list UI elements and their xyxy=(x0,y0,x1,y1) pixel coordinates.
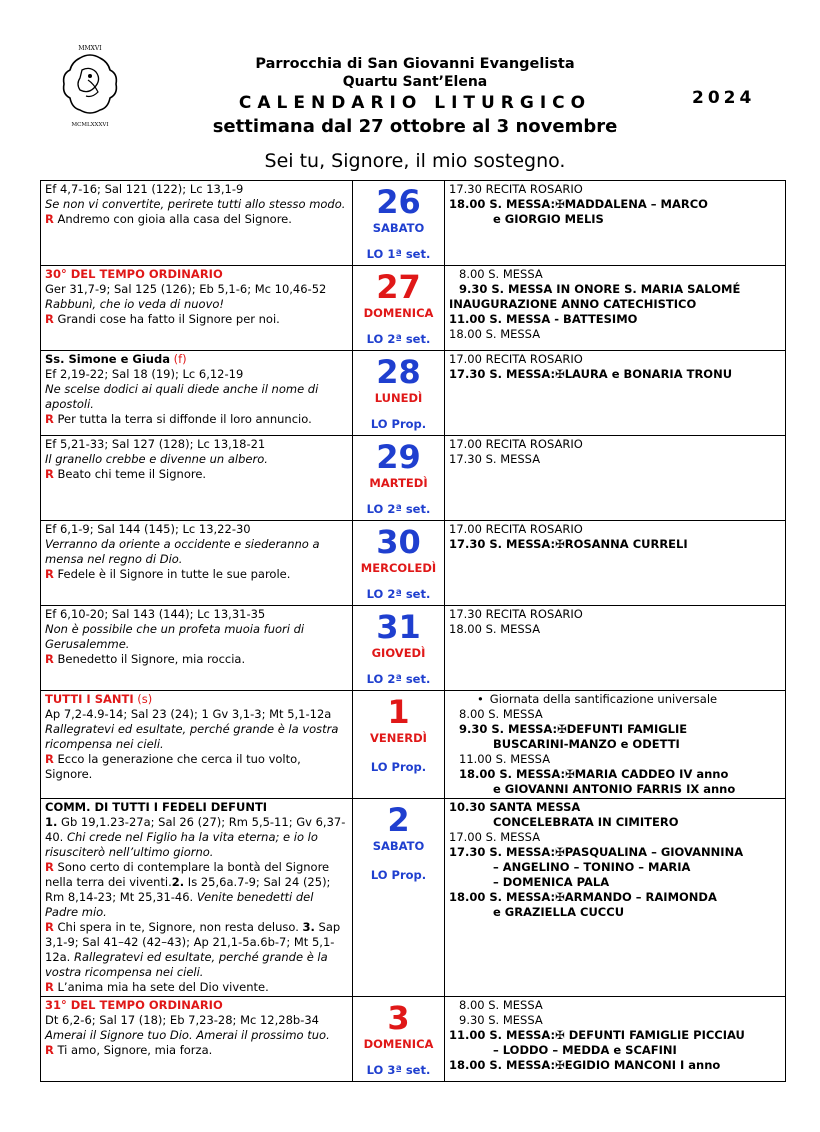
week-range: settimana dal 27 ottobre al 3 novembre xyxy=(212,116,618,137)
response-text: Grandi cose ha fatto il Signore per noi. xyxy=(57,312,280,326)
response xyxy=(45,467,348,482)
day-number: 27 xyxy=(376,268,421,306)
event: 11.00 S. MESSA:✠ DEFUNTI FAMIGLIE PICCIAU xyxy=(449,1028,745,1042)
r-label: R xyxy=(45,567,54,581)
event: 18.00 S. MESSA:✠MARIA CADDEO IV anno xyxy=(459,767,729,781)
event: e GIOVANNI ANTONIO FARRIS IX anno xyxy=(493,782,736,796)
feast-title: COMM. DI TUTTI I FEDELI DEFUNTI xyxy=(45,800,268,814)
response xyxy=(45,652,348,667)
events-cell xyxy=(445,799,786,997)
day-number: 1 xyxy=(387,693,410,731)
liturgical-calendar-table xyxy=(40,180,786,1082)
readings-cell xyxy=(41,266,353,351)
day-name: SABATO xyxy=(372,839,425,853)
event: 17.00 S. MESSA xyxy=(449,830,541,844)
event: 17.30 RECITA ROSARIO xyxy=(449,182,583,196)
response-text: Beato chi teme il Signore. xyxy=(57,467,207,481)
table-row xyxy=(41,521,786,606)
calendar-title: CALENDARIO LITURGICO xyxy=(238,93,592,113)
response-text: L’anima mia ha sete del Dio vivente. xyxy=(57,980,269,994)
day-name: LUNEDÌ xyxy=(374,391,423,405)
event: 17.30 S. MESSA:✠PASQUALINA – GIOVANNINA xyxy=(449,845,744,859)
r-label: R xyxy=(45,652,54,666)
day-name: GIOVEDÌ xyxy=(371,646,426,660)
response-text: Fedele è il Signore in tutte le sue parole. xyxy=(57,567,291,581)
event: BUSCARINI-MANZO e ODETTI xyxy=(493,737,680,751)
antiphon: Venite benedetti del Padre mio. xyxy=(45,890,314,919)
events-cell xyxy=(445,181,786,266)
response xyxy=(45,412,348,427)
r-label: R xyxy=(45,752,54,766)
response xyxy=(45,752,348,782)
event: 8.00 S. MESSA xyxy=(459,707,543,721)
logo-bottom-text: MCMLXXXVI xyxy=(71,122,109,128)
response-text: Sono certo di contemplare la bontà del Signore nella terra dei viventi. xyxy=(45,860,330,889)
event: 17.30 S. MESSA:✠ROSANNA CURRELI xyxy=(449,537,688,551)
day-number: 30 xyxy=(376,523,421,561)
date-cell xyxy=(353,799,445,997)
antiphon: Rabbunì, che io veda di nuovo! xyxy=(45,297,225,311)
event: 18.00 S. MESSA:✠MADDALENA – MARCO xyxy=(449,197,708,211)
day-number: 3 xyxy=(387,999,410,1037)
event: 17.30 S. MESSA xyxy=(449,452,541,466)
option-number: 1. xyxy=(45,815,58,829)
event: CONCELEBRATA IN CIMITERO xyxy=(493,815,679,829)
year: 2024 xyxy=(692,88,756,108)
event: 9.30 S. MESSA xyxy=(459,1013,543,1027)
day-name: SABATO xyxy=(372,221,425,235)
response-text: Andremo con gioia alla casa del Signore. xyxy=(57,212,292,226)
response xyxy=(45,1043,348,1058)
readings-cell xyxy=(41,997,353,1082)
event: 17.00 RECITA ROSARIO xyxy=(449,437,583,451)
r-label: R xyxy=(45,1043,54,1057)
event: 17.30 RECITA ROSARIO xyxy=(449,607,583,621)
liturgy-of-hours: LO Prop. xyxy=(370,417,427,431)
readings: Ef 5,21-33; Sal 127 (128); Lc 13,18-21 xyxy=(45,437,266,451)
response xyxy=(45,212,348,227)
antiphon: Se non vi convertite, perirete tutti allo stesso modo. xyxy=(45,197,346,211)
event: 17.00 RECITA ROSARIO xyxy=(449,352,583,366)
feast-title: TUTTI I SANTI xyxy=(45,692,134,706)
event: 18.00 S. MESSA xyxy=(449,622,541,636)
event: 11.00 S. MESSA - BATTESIMO xyxy=(449,312,638,326)
event: 18.00 S. MESSA xyxy=(449,327,541,341)
feast-title: 31° DEL TEMPO ORDINARIO xyxy=(45,998,223,1012)
event: • Giornata della santificazione universale xyxy=(449,692,781,707)
feast-title: Ss. Simone e Giuda xyxy=(45,352,170,366)
table-row xyxy=(41,351,786,436)
date-cell xyxy=(353,351,445,436)
liturgy-of-hours: LO 2ª set. xyxy=(366,672,431,686)
readings: Ap 7,2-4.9-14; Sal 23 (24); 1 Gv 3,1-3; Mt 5,1-12a xyxy=(45,707,332,721)
liturgy-of-hours: LO Prop. xyxy=(370,868,427,882)
liturgy-of-hours: LO 1ª set. xyxy=(366,247,431,261)
feast-tag: (f) xyxy=(173,352,187,366)
date-cell xyxy=(353,606,445,691)
liturgy-of-hours: LO 3ª set. xyxy=(366,1063,431,1077)
response-text: Benedetto il Signore, mia roccia. xyxy=(57,652,246,666)
table-row xyxy=(41,997,786,1082)
response-text: Chi spera in te, Signore, non resta deluso. xyxy=(57,920,299,934)
option-3-response xyxy=(45,980,348,995)
event: e GRAZIELLA CUCCU xyxy=(493,905,625,919)
liturgy-of-hours: LO Prop. xyxy=(370,760,427,774)
parish-logo xyxy=(50,40,130,128)
response-text: Per tutta la terra si diffonde il loro annuncio. xyxy=(57,412,312,426)
events-cell xyxy=(445,351,786,436)
day-name: DOMENICA xyxy=(363,306,434,320)
event: 10.30 SANTA MESSA xyxy=(449,800,581,814)
readings: Is 25,6a.7-9; Sal 24 (25); Rm 8,14-23; Mt 25,31-46. xyxy=(45,875,331,904)
antiphon: Amerai il Signore tuo Dio. Amerai il prossimo tuo. xyxy=(45,1028,330,1042)
response xyxy=(45,312,348,327)
event: – DOMENICA PALA xyxy=(493,875,610,889)
readings: Ef 2,19-22; Sal 18 (19); Lc 6,12-19 xyxy=(45,367,244,381)
r-label: R xyxy=(45,920,54,934)
event: – LODDO – MEDDA e SCAFINI xyxy=(493,1043,677,1057)
readings-cell xyxy=(41,436,353,521)
day-number: 29 xyxy=(376,438,421,476)
readings-cell xyxy=(41,691,353,799)
day-name: MARTEDÌ xyxy=(369,476,428,490)
r-label: R xyxy=(45,860,54,874)
day-number: 28 xyxy=(376,353,421,391)
day-name: DOMENICA xyxy=(363,1037,434,1051)
event: 17.30 S. MESSA:✠LAURA e BONARIA TRONU xyxy=(449,367,733,381)
antiphon: Il granello crebbe e divenne un albero. xyxy=(45,452,268,466)
events-cell xyxy=(445,997,786,1082)
readings: Dt 6,2-6; Sal 17 (18); Eb 7,23-28; Mc 12,28b-34 xyxy=(45,1013,319,1027)
antiphon: Ne scelse dodici ai quali diede anche il nome di apostoli. xyxy=(45,382,319,411)
table-row xyxy=(41,436,786,521)
readings-cell xyxy=(41,799,353,997)
event: 8.00 S. MESSA xyxy=(459,267,543,281)
date-cell xyxy=(353,691,445,799)
r-label: R xyxy=(45,980,54,994)
response-text: Ecco la generazione che cerca il tuo volto, Signore. xyxy=(45,752,301,781)
response xyxy=(45,567,348,582)
liturgy-of-hours: LO 2ª set. xyxy=(366,332,431,346)
readings-cell xyxy=(41,181,353,266)
antiphon: Chi crede nel Figlio ha la vita eterna; e io lo risusciterò nell’ultimo giorno. xyxy=(45,830,318,859)
feast-line xyxy=(45,692,348,707)
option-2-response xyxy=(45,920,348,980)
readings: Ef 6,1-9; Sal 144 (145); Lc 13,22-30 xyxy=(45,522,251,536)
feast-tag: (s) xyxy=(137,692,153,706)
liturgy-of-hours: LO 2ª set. xyxy=(366,502,431,516)
r-label: R xyxy=(45,467,54,481)
logo-top-text: MMXVI xyxy=(78,45,102,52)
option-number: 3. xyxy=(302,920,315,934)
event: – ANGELINO – TONINO – MARIA xyxy=(493,860,691,874)
event: 9.30 S. MESSA IN ONORE S. MARIA SALOMÉ xyxy=(459,282,741,296)
r-label: R xyxy=(45,212,54,226)
date-cell xyxy=(353,521,445,606)
day-number: 31 xyxy=(376,608,421,646)
event: 8.00 S. MESSA xyxy=(459,998,543,1012)
event: 9.30 S. MESSA:✠DEFUNTI FAMIGLIE xyxy=(459,722,688,736)
motto: Sei tu, Signore, il mio sostegno. xyxy=(264,150,566,172)
event: 18.00 S. MESSA:✠ARMANDO – RAIMONDA xyxy=(449,890,717,904)
events-cell xyxy=(445,521,786,606)
day-number: 26 xyxy=(376,183,421,221)
antiphon: Rallegratevi ed esultate, perché grande è la vostra ricompensa nei cieli. xyxy=(45,722,339,751)
option-1 xyxy=(45,815,348,860)
date-cell xyxy=(353,181,445,266)
feast-title: 30° DEL TEMPO ORDINARIO xyxy=(45,267,223,281)
date-cell xyxy=(353,266,445,351)
event: 17.00 RECITA ROSARIO xyxy=(449,522,583,536)
town-name: Quartu Sant’Elena xyxy=(342,74,488,90)
event: 18.00 S. MESSA:✠EGIDIO MANCONI I anno xyxy=(449,1058,721,1072)
day-number: 2 xyxy=(387,801,410,839)
readings: Ef 6,10-20; Sal 143 (144); Lc 13,31-35 xyxy=(45,607,266,621)
table-row xyxy=(41,266,786,351)
day-name: MERCOLEDÌ xyxy=(360,561,437,575)
readings: Sap 3,1-9; Sal 41–42 (42–43); Ap 21,1-5a.6b-7; Mt 5,1-12a. xyxy=(45,920,341,964)
response-text: Ti amo, Signore, mia forza. xyxy=(57,1043,213,1057)
event: INAUGURAZIONE ANNO CATECHISTICO xyxy=(449,297,697,311)
liturgy-of-hours: LO 2ª set. xyxy=(366,587,431,601)
parish-name: Parrocchia di San Giovanni Evangelista xyxy=(255,56,575,72)
readings-cell xyxy=(41,521,353,606)
table-row xyxy=(41,181,786,266)
events-cell xyxy=(445,266,786,351)
readings: Gb 19,1.23-27a; Sal 26 (27); Rm 5,5-11; Gv 6,37-40. xyxy=(45,815,346,844)
events-cell xyxy=(445,436,786,521)
option-number: 2. xyxy=(171,875,185,889)
antiphon: Verranno da oriente a occidente e siederanno a mensa nel regno di Dio. xyxy=(45,537,320,566)
table-row xyxy=(41,691,786,799)
option-1-response xyxy=(45,860,348,920)
readings-cell xyxy=(41,606,353,691)
table-row xyxy=(41,606,786,691)
event: 11.00 S. MESSA xyxy=(459,752,551,766)
readings: Ger 31,7-9; Sal 125 (126); Eb 5,1-6; Mc 10,46-52 xyxy=(45,282,327,296)
readings: Ef 4,7-16; Sal 121 (122); Lc 13,1-9 xyxy=(45,182,244,196)
antiphon: Non è possibile che un profeta muoia fuori di Gerusalemme. xyxy=(45,622,305,651)
feast-line xyxy=(45,352,348,367)
events-cell xyxy=(445,691,786,799)
table-row xyxy=(41,799,786,997)
r-label: R xyxy=(45,312,54,326)
date-cell xyxy=(353,436,445,521)
event: e GIORGIO MELIS xyxy=(493,212,604,226)
day-name: VENERDÌ xyxy=(370,731,427,745)
r-label: R xyxy=(45,412,54,426)
readings-cell xyxy=(41,351,353,436)
antiphon: Rallegratevi ed esultate, perché grande è la vostra ricompensa nei cieli. xyxy=(45,950,328,979)
date-cell xyxy=(353,997,445,1082)
events-cell xyxy=(445,606,786,691)
